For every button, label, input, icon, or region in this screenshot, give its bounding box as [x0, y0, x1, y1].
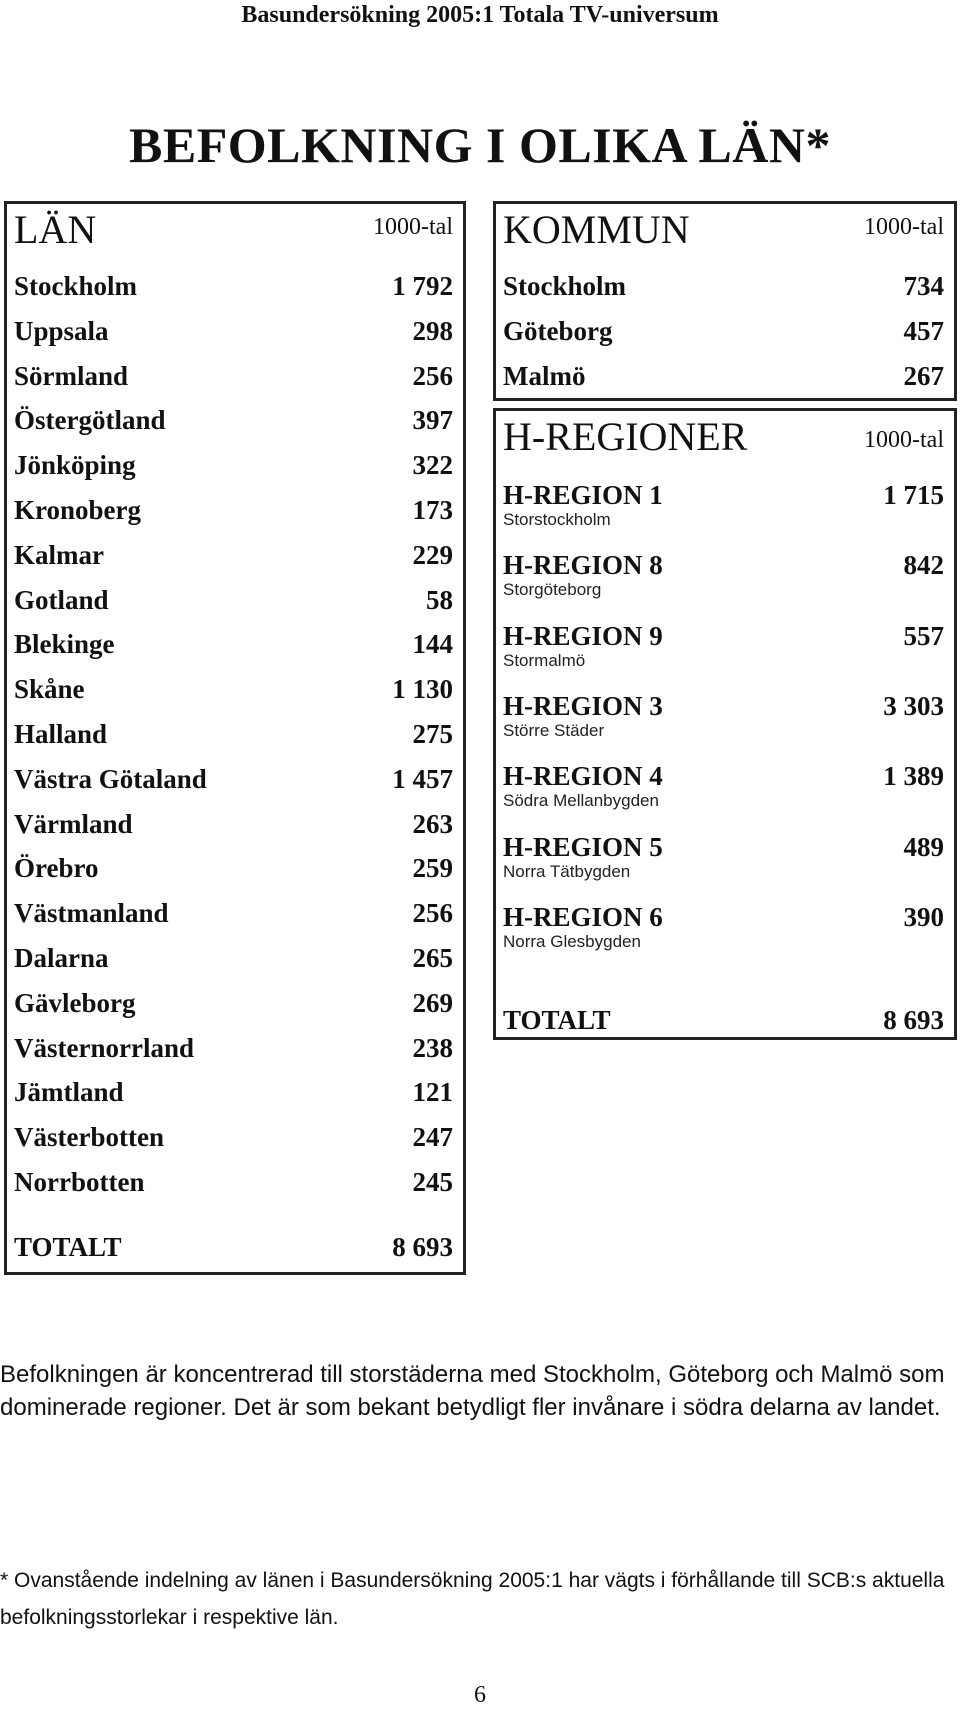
table-row: [14, 405, 453, 443]
hregion-row: [503, 550, 944, 604]
row-name: Västmanland: [14, 898, 169, 929]
lan-table-header: [7, 204, 463, 252]
table-row: [503, 361, 944, 399]
hregion-name: H-REGION 5: [503, 831, 663, 862]
hregion-value: 842: [903, 550, 944, 581]
lan-table: [4, 201, 466, 1275]
hregioner-heading: H-REGIONER: [503, 414, 748, 459]
hregion-description: Norra Glesbygden: [503, 931, 641, 951]
row-value: 1 457: [392, 763, 453, 794]
row-name: Östergötland: [14, 405, 166, 436]
row-value: 397: [412, 405, 453, 436]
hregion-row: [503, 761, 944, 815]
row-name: Västerbotten: [14, 1122, 164, 1153]
row-value: 275: [412, 719, 453, 749]
kommun-unit: 1000-tal: [864, 214, 944, 240]
table-row: [14, 361, 453, 399]
table-row: [14, 585, 453, 623]
table-row: [14, 853, 453, 891]
table-row: [14, 495, 453, 533]
row-value: 121: [412, 1077, 453, 1108]
row-name: Kalmar: [14, 539, 104, 570]
table-row: [14, 316, 453, 354]
page-title: BEFOLKNING I OLIKA LÄN*: [129, 117, 831, 173]
row-name: Norrbotten: [14, 1167, 145, 1197]
row-value: 259: [412, 853, 453, 884]
row-value: 144: [412, 629, 453, 660]
table-row: [503, 316, 944, 354]
row-value: 298: [412, 315, 453, 346]
page-header: Basundersökning 2005:1 Totala TV-universum: [241, 2, 719, 28]
row-name: Kronoberg: [14, 495, 141, 525]
table-row: [14, 988, 453, 1026]
row-name: Dalarna: [14, 943, 109, 973]
lan-total-value: 8 693: [392, 1232, 453, 1262]
row-name: Skåne: [14, 674, 85, 705]
hregion-name: H-REGION 4: [503, 761, 663, 792]
row-name: Blekinge: [14, 629, 115, 660]
row-value: 1 792: [392, 271, 453, 301]
summary-paragraph: Befolkningen är koncentrerad till storstäderna med Stockholm, Göteborg och Malmö som dominerade regioner. Det är som bekant betydligt fler invånare i södra delarna av landet.: [0, 1361, 945, 1421]
hregion-value: 390: [903, 901, 944, 932]
row-value: 1 130: [392, 674, 453, 705]
page-number: 6: [474, 1682, 486, 1708]
row-name: Halland: [14, 719, 108, 749]
hregion-row: [503, 480, 944, 534]
lan-total-label: TOTALT: [14, 1232, 122, 1262]
hregion-value: 3 303: [883, 690, 944, 721]
row-name: Gotland: [14, 584, 109, 615]
hregion-row: [503, 691, 944, 745]
table-row: [14, 764, 453, 802]
row-value: 265: [412, 943, 453, 973]
table-row: [14, 898, 453, 936]
table-row: [14, 271, 453, 309]
hregioner-table: [493, 408, 957, 1040]
table-row: [14, 540, 453, 578]
row-value: 256: [412, 360, 453, 391]
hregion-row: [503, 621, 944, 675]
hregion-name: H-REGION 6: [503, 901, 663, 932]
table-row: [14, 719, 453, 757]
table-row: [14, 1122, 453, 1160]
row-value: 238: [412, 1032, 453, 1063]
footnote: * Ovanstående indelning av länen i Basundersökning 2005:1 har vägts i förhållande till SCB:s aktuella befolkningsstorlekar i respektive län.: [0, 1569, 945, 1629]
row-name: Jönköping: [14, 450, 136, 481]
table-row: [14, 629, 453, 667]
row-name: Malmö: [503, 360, 586, 391]
hregioner-total-value: 8 693: [883, 1005, 944, 1035]
row-name: Uppsala: [14, 315, 109, 346]
hregion-value: 1 389: [883, 761, 944, 792]
row-value: 734: [903, 271, 944, 301]
row-name: Jämtland: [14, 1077, 124, 1108]
row-name: Sörmland: [14, 360, 129, 391]
row-value: 256: [412, 898, 453, 929]
row-name: Örebro: [14, 853, 99, 884]
hregioner-unit: 1000-tal: [864, 427, 944, 453]
hregion-description: Storstockholm: [503, 510, 611, 529]
kommun-heading: KOMMUN: [503, 207, 690, 252]
lan-unit: 1000-tal: [373, 214, 453, 240]
hregion-name: H-REGION 8: [503, 550, 663, 581]
lan-total-row: [14, 1232, 453, 1270]
row-value: 269: [412, 987, 453, 1018]
table-row: [503, 271, 944, 309]
row-value: 245: [412, 1167, 453, 1197]
row-name: Gävleborg: [14, 987, 136, 1018]
row-value: 247: [412, 1122, 453, 1153]
row-value: 58: [426, 584, 453, 615]
lan-heading: LÄN: [14, 207, 97, 252]
row-value: 267: [903, 360, 944, 391]
hregion-description: Storgöteborg: [503, 580, 602, 600]
row-name: Göteborg: [503, 315, 613, 346]
row-name: Värmland: [14, 808, 133, 839]
hregion-value: 557: [903, 620, 944, 651]
hregioner-table-header: [496, 411, 954, 459]
row-value: 322: [412, 450, 453, 481]
hregion-description: Norra Tätbygden: [503, 861, 631, 881]
hregion-name: H-REGION 1: [503, 480, 663, 510]
row-value: 457: [903, 315, 944, 346]
table-row: [14, 450, 453, 488]
row-name: Västernorrland: [14, 1032, 194, 1063]
kommun-table-header: [496, 204, 954, 252]
row-name: Västra Götaland: [14, 763, 207, 794]
table-row: [14, 1167, 453, 1205]
table-row: [14, 1077, 453, 1115]
hregion-value: 489: [903, 831, 944, 862]
hregion-row: [503, 832, 944, 886]
row-value: 173: [412, 495, 453, 525]
table-row: [14, 1033, 453, 1071]
row-name: Stockholm: [503, 271, 627, 301]
row-name: Stockholm: [14, 271, 138, 301]
table-row: [14, 943, 453, 981]
hregion-name: H-REGION 9: [503, 620, 663, 651]
hregion-value: 1 715: [883, 480, 944, 510]
table-row: [14, 674, 453, 712]
row-value: 229: [412, 539, 453, 570]
hregioner-total-row: [503, 1005, 944, 1043]
hregion-description: Större Städer: [503, 720, 605, 740]
row-value: 263: [412, 808, 453, 839]
hregioner-total-label: TOTALT: [503, 1005, 611, 1035]
hregion-description: Södra Mellanbygden: [503, 791, 659, 811]
hregion-name: H-REGION 3: [503, 690, 663, 721]
table-row: [14, 809, 453, 847]
hregion-row: [503, 902, 944, 956]
kommun-table: [493, 201, 957, 401]
hregion-description: Stormalmö: [503, 650, 586, 670]
